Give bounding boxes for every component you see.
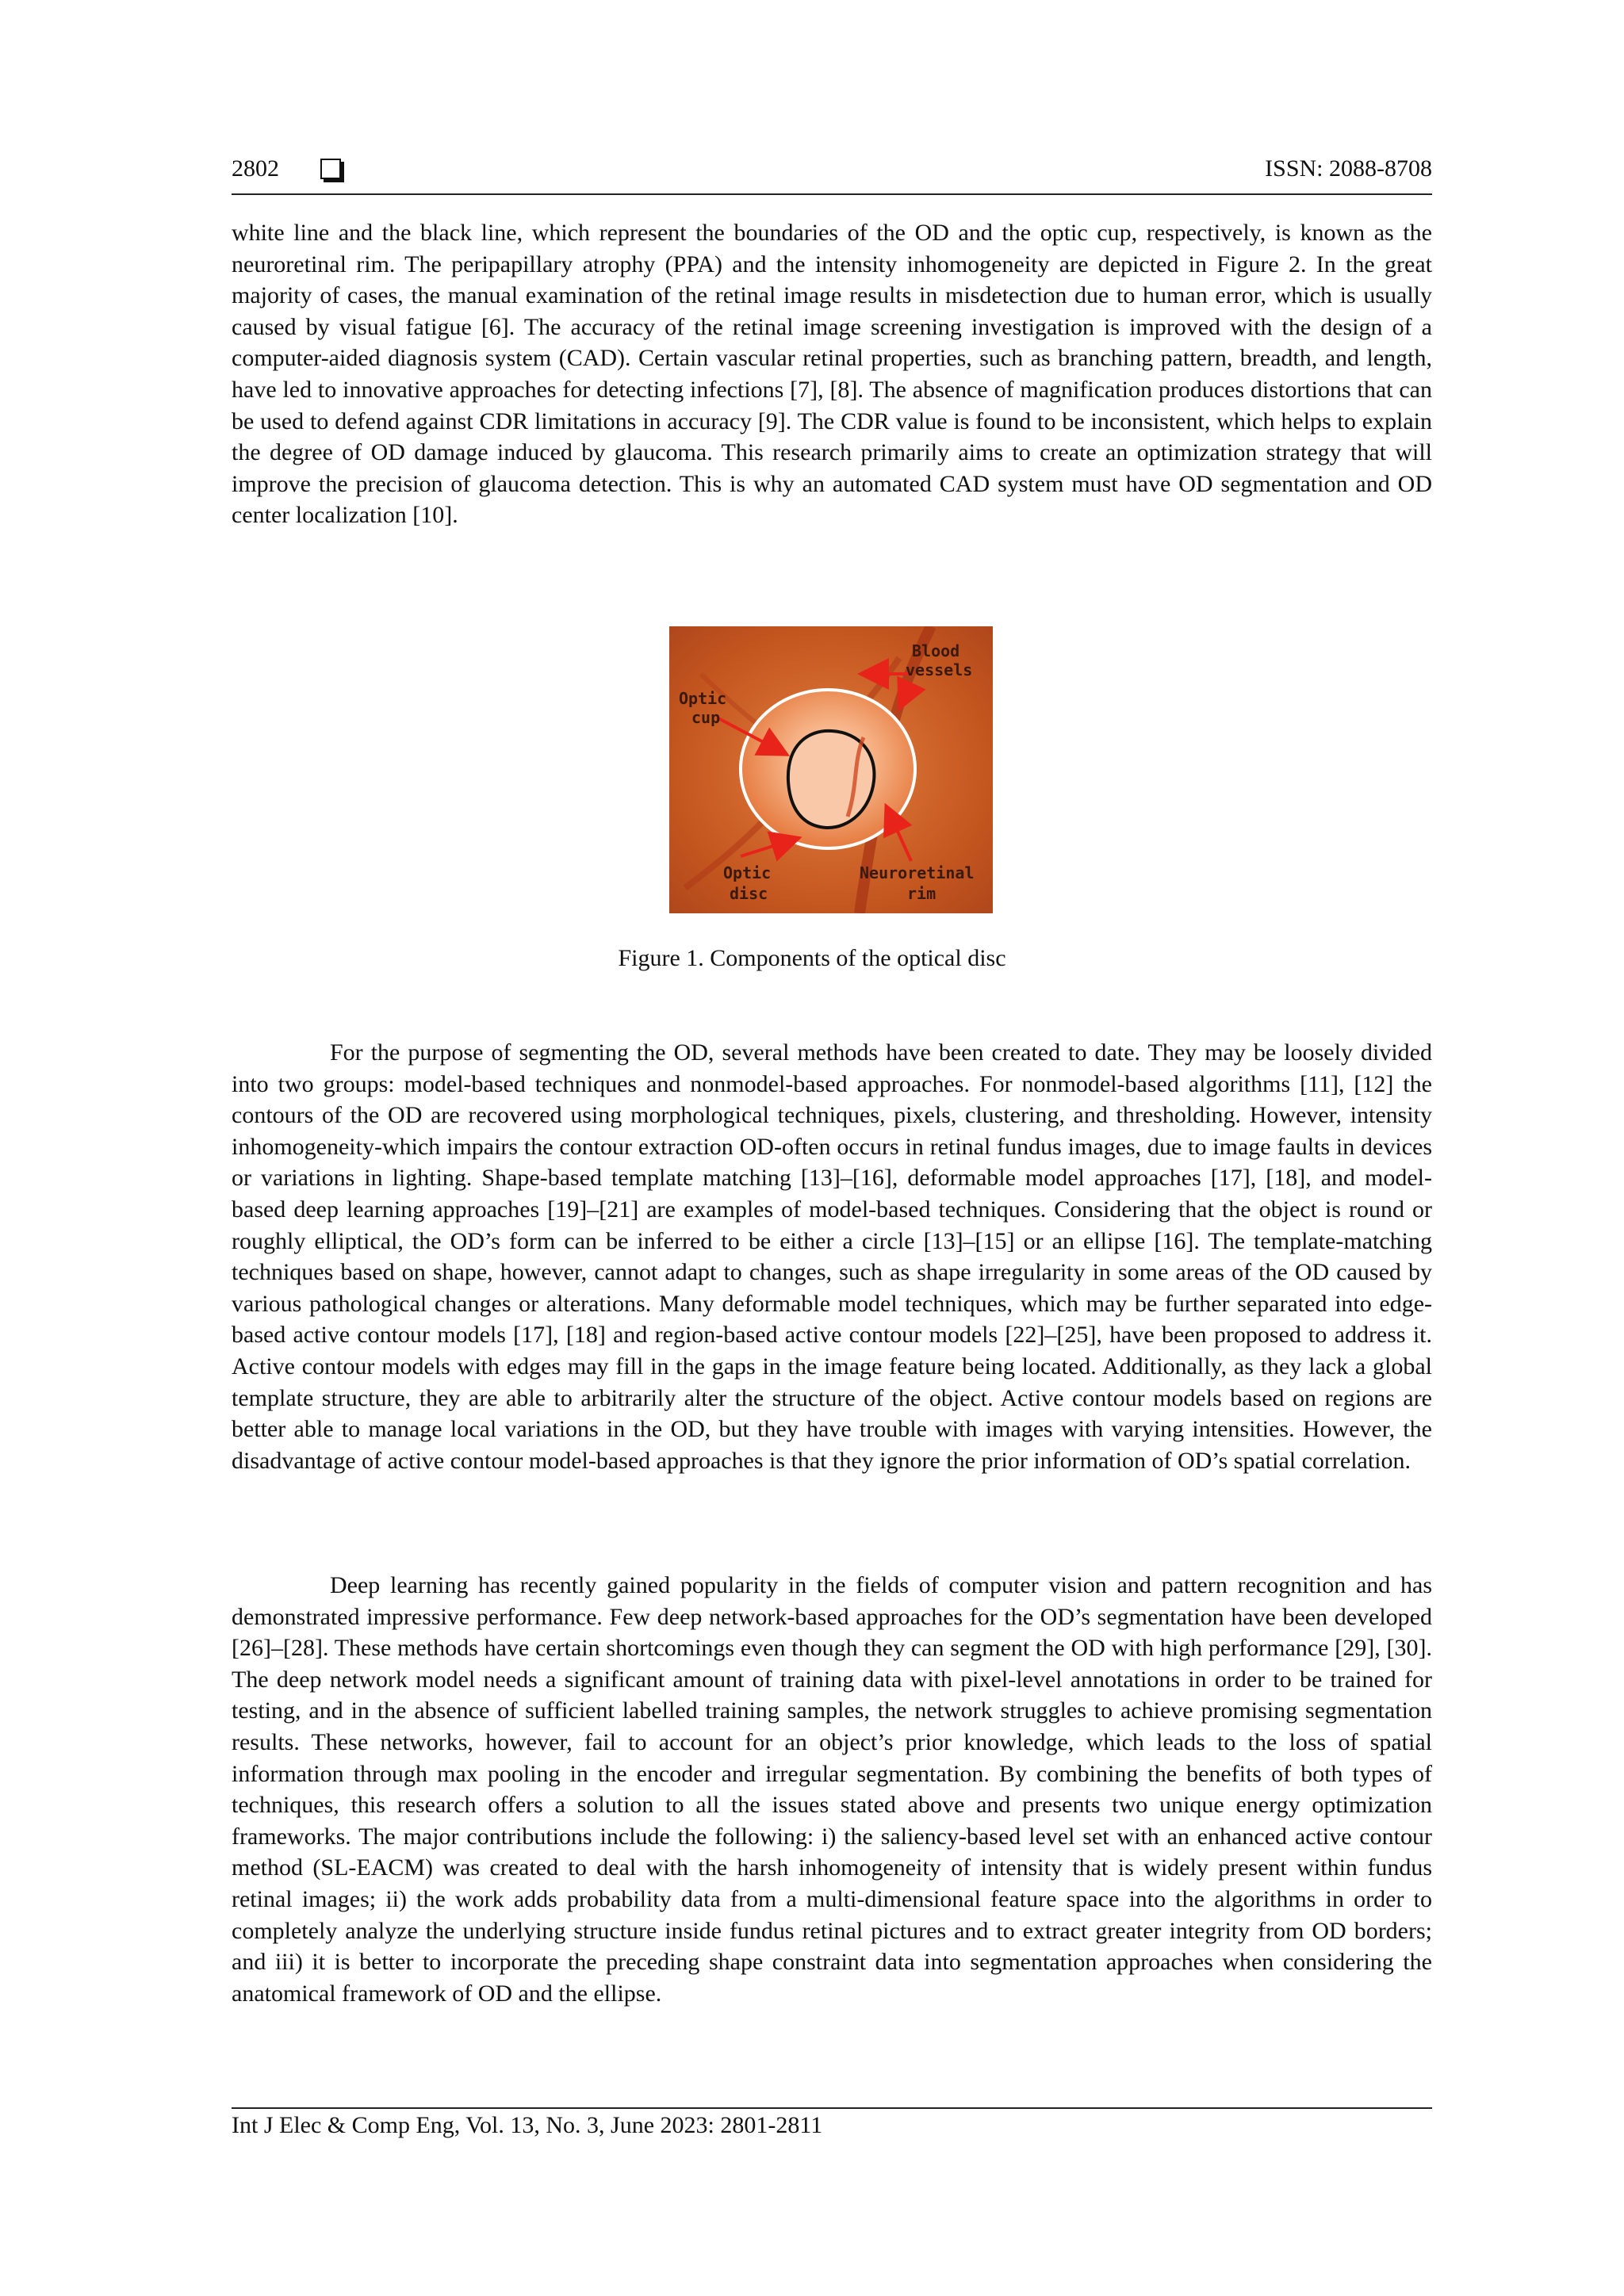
label-optic-cup-1: Optic bbox=[679, 689, 727, 708]
page-header bbox=[232, 155, 1432, 195]
header-box-icon bbox=[320, 159, 341, 179]
label-neuroretinal: Neuroretinal bbox=[860, 863, 975, 882]
figure-optic-disc bbox=[669, 626, 993, 913]
paragraph-2: For the purpose of segmenting the OD, several methods have been created to date. They may be loosely divided into two groups: model-based techniques and nonmodel-based approaches. For nonmodel-based algorithms [11], [12] the contours of the OD are recovered using morphological techniques, pixels, clustering, and thresholding. However, intensity inhomogeneity-which impairs the contour extraction OD-often occurs in retinal fundus images, due to image faults in devices or variations in lighting. Shape-based template matching [13]–[16], deformable model approaches [17], [18], and model-based deep learning approaches [19]–[21] are examples of model-based techniques. Considering that the object is round or roughly elliptical, the OD’s form can be inferred to be either a circle [13]–[15] or an ellipse [16]. The template-matching techniques based on shape, however, cannot adapt to changes, such as shape irregularity in some areas of the OD caused by various pathological changes or alterations. Many deformable model techniques, which may be further separated into edge-based active contour models [17], [18] and region-based active contour models [22]–[25], have been proposed to address it. Active contour models with edges may fill in the gaps in the image feature being located. Additionally, as they lack a global template structure, they are able to arbitrarily alter the structure of the object. Active contour models based on regions are better able to manage local variations in the OD, but they have trouble with images with varying intensities. However, the disadvantage of active contour model-based approaches is that they ignore the prior information of OD’s spatial correlation. bbox=[232, 1039, 1432, 1474]
page-number: 2802 bbox=[232, 155, 279, 182]
page-footer: Int J Elec & Comp Eng, Vol. 13, No. 3, June 2023: 2801-2811 bbox=[232, 2107, 1432, 2139]
fundus-image bbox=[669, 626, 993, 913]
label-optic-disc-1: Optic bbox=[723, 863, 772, 882]
label-optic-cup-2: cup bbox=[691, 708, 721, 727]
issn: ISSN: 2088-8708 bbox=[1265, 155, 1432, 182]
paragraph-3: Deep learning has recently gained popularity in the fields of computer vision and pattern recognition and has demonstrated impressive performance. Few deep network-based approaches for the OD’s segmentation have been developed [26]–[28]. These methods have certain shortcomings even though they can segment the OD with high performance [29], [30]. The deep network model needs a significant amount of training data with pixel-level annotations in order to be trained for testing, and in the absence of sufficient labelled training samples, the network struggles to achieve promising segmentation results. These networks, however, fail to account for an object’s prior knowledge, which leads to the loss of spatial information through max pooling in the encoder and irregular segmentation. By combining the benefits of both types of techniques, this research offers a solution to all the issues stated above and presents two unique energy optimization frameworks. The major contributions include the following: i) the saliency-based level set with an enhanced active contour method (SL-EACM) was created to deal with the harsh inhomogeneity of intensity that is widely present within fundus retinal images; ii) the work adds probability data from a multi-dimensional feature space into the algorithms in order to completely analyze the underlying structure inside fundus retinal pictures and to extract greater integrity from OD borders; and iii) it is better to incorporate the preceding shape constraint data into segmentation approaches when considering the anatomical framework of OD and the ellipse. bbox=[232, 1572, 1432, 2007]
label-blood: Blood bbox=[912, 641, 960, 660]
label-optic-disc-2: disc bbox=[730, 884, 768, 903]
label-vessels: vessels bbox=[906, 660, 973, 679]
figure-caption: Figure 1. Components of the optical disc bbox=[618, 945, 1006, 971]
paragraph-1: white line and the black line, which represent the boundaries of the OD and the optic cup, respectively, is known as the neuroretinal rim. The peripapillary atrophy (PPA) and the intensity inhomogeneity are depicted in Figure 2. In the great majority of cases, the manual examination of the retinal image results in misdetection due to human error, which is usually caused by visual fatigue [6]. The accuracy of the retinal image screening investigation is improved with the design of a computer-aided diagnosis system (CAD). Certain vascular retinal properties, such as branching pattern, breadth, and length, have led to innovative approaches for detecting infections [7], [8]. The absence of magnification produces distortions that can be used to defend against CDR limitations in accuracy [9]. The CDR value is found to be inconsistent, which helps to explain the degree of OD damage induced by glaucoma. This research primarily aims to create an optimization strategy that will improve the precision of glaucoma detection. This is why an automated CAD system must have OD segmentation and OD center localization [10]. bbox=[232, 220, 1432, 529]
label-rim: rim bbox=[907, 884, 936, 903]
